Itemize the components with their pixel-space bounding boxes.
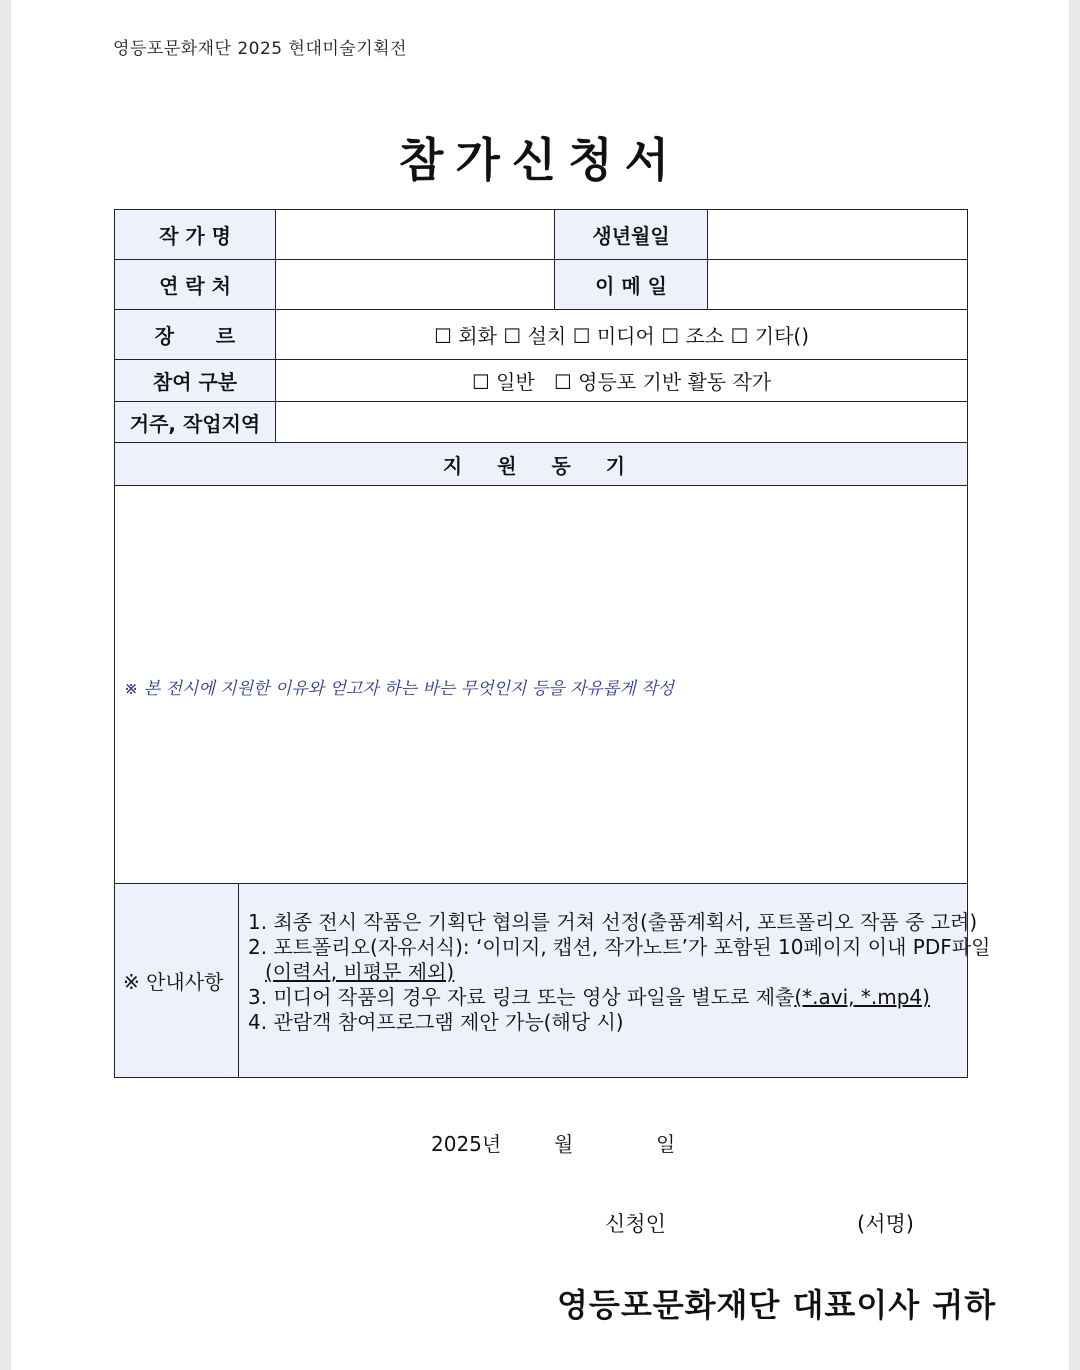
motivation-heading: 지 원 동 기 <box>115 443 968 486</box>
notice-item-4: 4. 관람객 참여프로그램 제안 가능(해당 시) <box>248 1010 624 1034</box>
notice-item-3-text: 3. 미디어 작품의 경우 자료 링크 또는 영상 파일을 별도로 제출 <box>248 985 795 1009</box>
motivation-hint: ※ 본 전시에 지원한 이유와 얻고자 하는 바는 무엇인지 등을 자유롭게 작성 <box>124 679 674 699</box>
artist-name-field[interactable] <box>276 210 555 260</box>
birthdate-field[interactable] <box>708 210 968 260</box>
date-month: 월 <box>553 1132 574 1156</box>
email-label: 이 메 일 <box>555 260 708 310</box>
notice-item-1: 1. 최종 전시 작품은 기획단 협의를 거쳐 선정(출품계획서, 포트폴리오 작품 중 고려) <box>248 910 978 934</box>
date-line <box>431 1128 675 1157</box>
category-label: 참여 구분 <box>115 360 276 402</box>
category-checkbox-local[interactable]: ☐ 영등포 기반 활동 작가 <box>553 370 772 394</box>
applicant-label: 신청인 <box>605 1212 666 1236</box>
contact-label: 연 락 처 <box>115 260 276 310</box>
addressee: 영등포문화재단 대표이사 귀하 <box>557 1286 997 1324</box>
residence-label: 거주, 작업지역 <box>115 402 276 443</box>
residence-field[interactable] <box>276 402 968 443</box>
row-contact-email <box>115 260 968 310</box>
category-checkbox-general[interactable]: ☐ 일반 <box>471 370 535 394</box>
notice-list <box>239 884 991 1078</box>
birthdate-label: 생년월일 <box>555 210 708 260</box>
row-name-birthdate <box>115 210 968 260</box>
contact-field[interactable] <box>276 260 555 310</box>
date-day: 일 <box>655 1132 676 1156</box>
document-page <box>11 0 1069 1370</box>
genre-checkbox-other[interactable]: ☐ 기타() <box>730 324 810 348</box>
application-form <box>114 209 991 1078</box>
genre-checkbox-sculpture[interactable]: ☐ 조소 <box>661 324 725 348</box>
date-year: 2025년 <box>431 1132 502 1156</box>
notice-item-2: 2. 포트폴리오(자유서식): ‘이미지, 캡션, 작가노트’가 포함된 10페이지 이내 PDF파일 <box>248 935 991 959</box>
page-title: 참가신청서 <box>398 133 682 187</box>
row-genre <box>115 310 968 360</box>
notice-label: ※ 안내사항 <box>115 884 239 1078</box>
row-category <box>115 360 968 402</box>
row-motivation <box>115 486 968 884</box>
artist-name-label: 작 가 명 <box>115 210 276 260</box>
row-residence <box>115 402 968 443</box>
row-motivation-heading <box>115 443 968 486</box>
notice-item-3-formats: (*.avi, *.mp4) <box>794 985 930 1009</box>
notice-item-2-note: (이력서, 비평문 제외) <box>265 960 455 984</box>
genre-label: 장 르 <box>115 310 276 360</box>
genre-options <box>276 310 968 360</box>
row-notice <box>115 884 968 1078</box>
genre-checkbox-media[interactable]: ☐ 미디어 <box>572 324 655 348</box>
category-options <box>276 360 968 402</box>
genre-checkbox-painting[interactable]: ☐ 회화 <box>433 324 497 348</box>
email-field[interactable] <box>708 260 968 310</box>
motivation-field[interactable] <box>115 486 968 884</box>
document-header: 영등포문화재단 2025 현대미술기획전 <box>113 39 407 59</box>
notice-item-3 <box>248 985 957 1010</box>
genre-checkbox-installation[interactable]: ☐ 설치 <box>503 324 567 348</box>
signature-label: (서명) <box>857 1212 914 1236</box>
